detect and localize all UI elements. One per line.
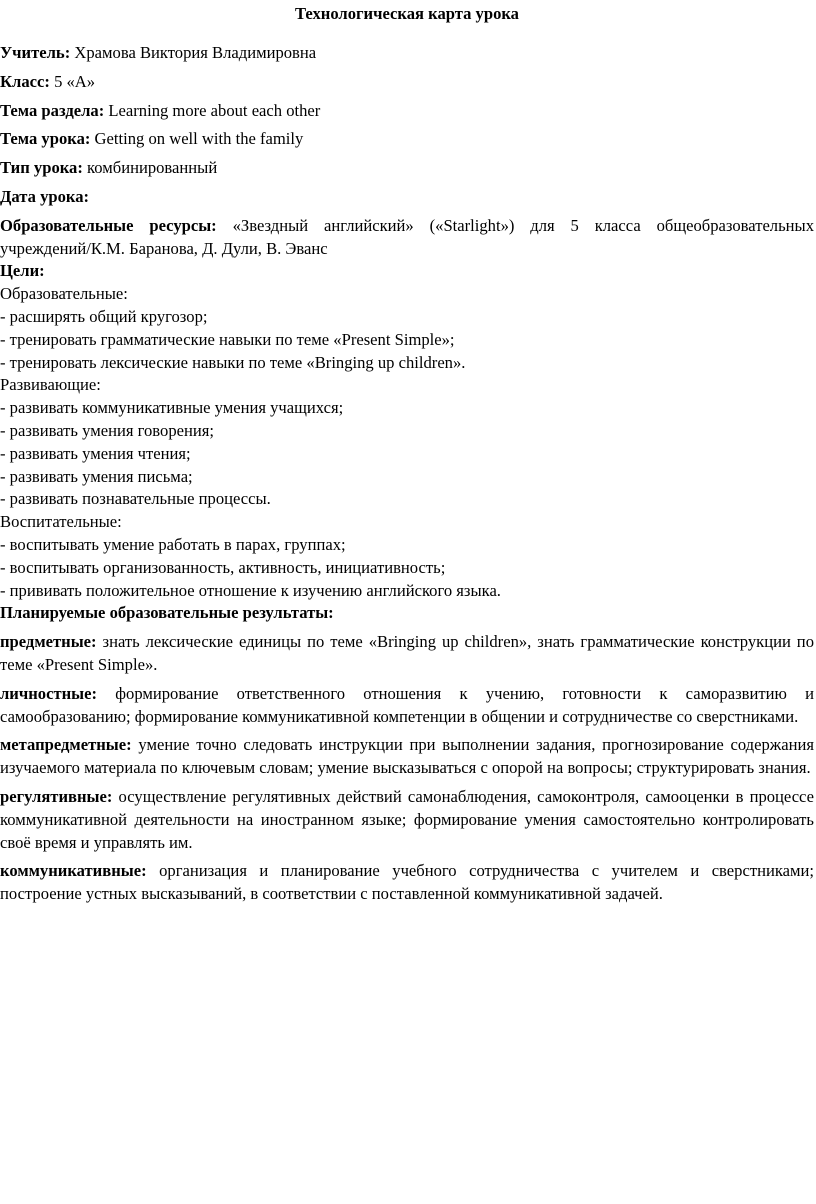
document-title: Технологическая карта урока [295, 4, 519, 23]
list-item: - развивать умения говорения; [0, 420, 214, 440]
lesson-type-label: Тип урока: [0, 158, 83, 178]
section-topic-label: Тема раздела: [0, 100, 105, 120]
goals-heading [0, 260, 814, 283]
goals-upbringing-heading: Воспитательные: [0, 512, 122, 532]
results-heading-label: Планируемые образовательные результаты: [0, 603, 334, 623]
list-item: - воспитывать организованность, активность, инициативность; [0, 557, 446, 577]
lesson-type-field [0, 157, 814, 180]
list-item: - тренировать лексические навыки по теме «Bringing up children». [0, 352, 466, 372]
list-item: - развивать умения письма; [0, 466, 193, 486]
result-personal [0, 683, 814, 729]
result-metasubject [0, 734, 814, 780]
result-subject [0, 631, 814, 677]
lesson-date-label: Дата урока: [0, 186, 90, 206]
teacher-field [0, 42, 814, 65]
goals-educational-list [0, 306, 814, 374]
lesson-topic-field [0, 128, 814, 151]
list-item: - развивать познавательные процессы. [0, 489, 271, 509]
result-communicative-value: организация и планирование учебного сотрудничества с учителем и сверстниками; построение устных высказываний, в соответствии с поставленной коммуникативной задачей. [0, 861, 815, 904]
result-subject-label: предметные: [0, 632, 97, 652]
list-item: - прививать положительное отношение к изучению английского языка. [0, 580, 501, 600]
result-personal-label: личностные: [0, 683, 98, 703]
results-heading [0, 602, 814, 625]
result-subject-value: знать лексические единицы по теме «Bringing up children», знать грамматические конструкции по теме «Present Simple». [0, 632, 814, 674]
result-metasubject-label: метапредметные: [0, 735, 132, 755]
list-item: - тренировать грамматические навыки по теме «Present Simple»; [0, 329, 455, 349]
result-personal-value: формирование ответственного отношения к учению, готовности к саморазвитию и самообразованию; формирование коммуникативной компетенции в общении и сотрудничестве со сверстниками. [0, 683, 814, 726]
class-label: Класс: [0, 71, 50, 91]
resources-label: Образовательные ресурсы: [0, 215, 217, 235]
result-regulatory-value: осуществление регулятивных действий самонаблюдения, самоконтроля, самооценки в процессе коммуникативной деятельности на иностранном языке; формирование умения самостоятельно контролировать своё время и управлять им. [0, 786, 814, 852]
teacher-value: Храмова Виктория Владимировна [74, 43, 317, 62]
goals-educational-heading: Образовательные: [0, 284, 128, 304]
list-item: - развивать умения чтения; [0, 443, 191, 463]
lesson-topic-value: Getting on well with the family [94, 129, 304, 149]
lesson-type-value: комбинированный [87, 158, 218, 178]
goals-developing-list [0, 397, 814, 511]
result-communicative [0, 860, 814, 906]
resources-value: «Звездный английский» («Starlight») для 5 класса общеобразовательных учреждений/К.М. Баранова, Д. Дули, В. Эванс [0, 215, 814, 258]
list-item: - расширять общий кругозор; [0, 306, 208, 326]
result-regulatory-label: регулятивные: [0, 786, 113, 806]
result-communicative-label: коммуникативные: [0, 861, 147, 881]
result-metasubject-value: умение точно следовать инструкции при выполнении задания, прогнозирование содержания изучаемого материала по ключевым словам; умение высказываться с опорой на вопросы; структурировать знания. [0, 735, 814, 778]
class-value: 5 «А» [54, 71, 96, 91]
list-item: - развивать коммуникативные умения учащихся; [0, 398, 344, 418]
resources-field [0, 215, 814, 261]
list-item: - воспитывать умение работать в парах, группах; [0, 534, 346, 554]
lesson-topic-label: Тема урока: [0, 129, 91, 149]
goals-upbringing-list [0, 534, 814, 602]
result-regulatory [0, 786, 814, 854]
section-topic-field [0, 100, 814, 123]
class-field [0, 71, 814, 94]
lesson-date-field [0, 186, 814, 209]
teacher-label: Учитель: [0, 43, 71, 62]
section-topic-value: Learning more about each other [108, 100, 321, 120]
goals-developing-heading: Развивающие: [0, 375, 101, 395]
goals-label: Цели: [0, 261, 45, 281]
